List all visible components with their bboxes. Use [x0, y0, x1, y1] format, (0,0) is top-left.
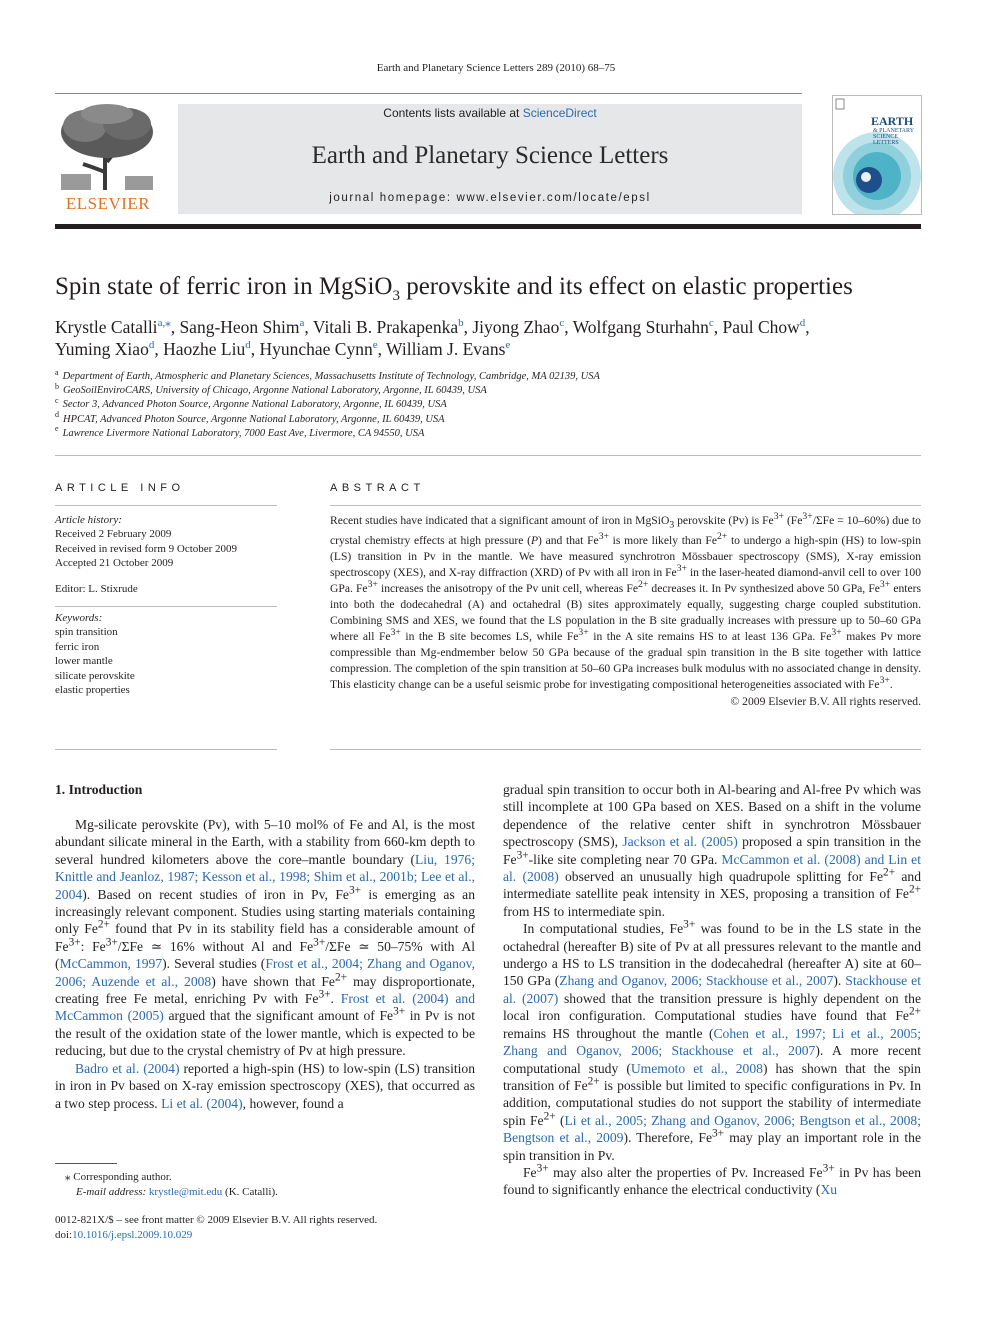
citation-link[interactable]: Liu, 1976; Knittle and Jeanloz, 1987; Kesson et al., 1998; Shim et al., 2001b; Lee et al., 2004 — [55, 851, 476, 902]
title-subscript: 3 — [392, 288, 400, 304]
email-line — [55, 1185, 475, 1200]
footnote — [55, 1170, 475, 1200]
author-affil-link[interactable]: c — [559, 317, 565, 330]
article-info-heading: ARTICLE INFO — [55, 482, 185, 494]
cover-title: EARTH — [871, 114, 914, 128]
author — [722, 317, 809, 337]
author — [472, 317, 572, 337]
keyword[interactable]: ferric iron — [55, 640, 100, 653]
affiliation-text: HPCAT, Advanced Photon Source, Argonne National Laboratory, Argonne, IL 60439, USA — [63, 413, 445, 425]
author-name: Krystle Catalli — [55, 317, 158, 337]
citation-link[interactable]: Jackson et al. (2005) — [622, 834, 738, 850]
citation-link[interactable]: Stackhouse et al. (2007) — [503, 973, 921, 1006]
journal-banner — [178, 104, 802, 214]
abstract-rule — [330, 505, 921, 506]
author-separator: , — [250, 339, 260, 359]
citation-link[interactable]: McCammon, 1997 — [59, 956, 163, 972]
publisher-wordmark: ELSEVIER — [65, 194, 151, 213]
journal-title: Earth and Planetary Science Letters — [311, 142, 669, 169]
body-column-left — [55, 816, 475, 1112]
keyword[interactable]: elastic properties — [55, 684, 130, 697]
header-thick-rule — [55, 224, 921, 229]
affiliation-key: d — [55, 410, 59, 420]
affiliation — [55, 381, 935, 398]
author-affil-link[interactable]: c — [708, 317, 714, 330]
author-separator: , — [170, 317, 180, 337]
section-heading: 1. Introduction — [55, 782, 143, 797]
citation-link[interactable]: Zhang and Oganov, 2006; Stackhouse et al., 2007 — [559, 973, 834, 989]
author-affil-link[interactable]: a,⁎ — [157, 317, 171, 330]
cover-subtitle: & PLANETARY SCIENCE LETTERS — [873, 128, 914, 146]
author — [573, 317, 723, 337]
affiliation-text: GeoSoilEnviroCARS, University of Chicago, Argonne National Laboratory, Argonne, IL 60439, USA — [63, 385, 487, 397]
citation-link[interactable]: Cohen et al., 1997; Li et al., 2005; Zhang and Oganov, 2006; Stackhouse et al., 2007 — [503, 1025, 922, 1059]
author-name: William J. Evans — [386, 339, 506, 359]
author-name: Haozhe Liu — [163, 339, 246, 359]
author-separator: , — [463, 317, 473, 337]
author — [313, 317, 472, 337]
author-affil-link[interactable]: e — [372, 339, 378, 352]
paragraph: Badro et al. (2004) reported a high-spin (HS) to low-spin (LS) transition in iron in Pv based on X-ray emission spectroscopy (XES), that occurred as a two step process. Li et al. (2004), however, found a — [55, 1060, 475, 1111]
affiliation — [55, 424, 935, 441]
author-separator: , — [377, 339, 387, 359]
citation-link[interactable]: Xu — [820, 1182, 838, 1198]
author-name: Yuming Xiao — [55, 339, 149, 359]
citation-link[interactable]: Badro et al. (2004) — [75, 1060, 180, 1076]
author — [163, 339, 259, 359]
doi-line — [55, 1228, 475, 1243]
citation-link[interactable]: Li et al. (2004) — [161, 1095, 243, 1111]
affiliation-text: Sector 3, Advanced Photon Source, Argonne National Laboratory, Argonne, IL 60439, USA — [62, 399, 447, 411]
abstract-heading: ABSTRACT — [330, 482, 425, 494]
keyword[interactable]: lower mantle — [55, 655, 113, 668]
editor: Editor: L. Stixrude — [55, 582, 138, 595]
asterisk-marker: ⁎ — [65, 1171, 74, 1183]
abstract-bottom-rule — [330, 749, 921, 750]
tree-icon — [55, 102, 161, 192]
author-name: Vitali B. Prakapenka — [312, 317, 459, 337]
author-name: Hyunchae Cynn — [259, 339, 373, 359]
author-separator: , — [154, 339, 164, 359]
author-affil-link[interactable]: d — [148, 339, 155, 352]
issn-line: 0012-821X/$ – see front matter © 2009 Elsevier B.V. All rights reserved. — [55, 1214, 378, 1226]
keywords-rule — [55, 606, 277, 607]
footnote-rule — [55, 1163, 117, 1164]
title-part-2: perovskite and its effect on elastic properties — [399, 273, 853, 300]
author — [179, 317, 312, 337]
author-separator: , — [304, 317, 313, 337]
issn-block — [55, 1213, 475, 1243]
article-title — [55, 273, 935, 305]
paragraph: gradual spin transition to occur both in Al-bearing and Al-free Pv which was still incomplete at 100 GPa based on XES. Based on a shift in the volume dependence of the relative center shift in synchrotron Mössbauer spectroscopy (SMS), Jackson et al. (2005) proposed a spin transition in the $Fe^{3+}$-like site completing near 70 GPa. McCammon et al. (2008) and Lin et al. (2008) observed an unusually high quadrupole splitting for $Fe^{2+}$ and intermediate satellite peak intensity in XES, proposing a transition of $Fe^{2+}$ from HS to intermediate spin. — [503, 782, 921, 919]
copyright-notice: © 2009 Elsevier B.V. All rights reserved. — [730, 695, 921, 709]
paragraph: In computational studies, $Fe^{3+}$ was found to be in the LS state in the octahedral (hereafter B) site of Pv at all pressures relevant to the mantle and undergo a HS to LS transition in the dodecahedral (hereafter A) site at 60–150 GPa (Zhang and Oganov, 2006; Stackhouse et al., 2007). Stackhouse et al. (2007) showed that the transition pressure is highly dependent on the local iron configuration. Computational studies have found that $Fe^{2+}$ remains HS throughout the mantle (Cohen et al., 1997; Li et al., 2005; Zhang and Oganov, 2006; Stackhouse et al., 2007). A more recent computational study (Umemoto et al., 2008) has shown that the spin transition of $Fe^{2+}$ is possible but limited to specific configurations in Pv. In addition, computational studies do not support the stability of intermediate spin $Fe^{2+}$ (Li et al., 2005; Zhang and Oganov, 2006; Bengtson et al., 2008; Bengtson et al., 2009). Therefore, $Fe^{3+}$ may play an important role in the spin transition in Pv. — [503, 918, 922, 1163]
doi-prefix: doi: — [55, 1229, 73, 1241]
email-label: E-mail address: — [76, 1186, 149, 1198]
affiliation — [55, 410, 935, 427]
affiliation-key: e — [55, 424, 59, 434]
author-affil-link[interactable]: d — [799, 317, 806, 330]
affiliation — [55, 367, 935, 384]
paragraph: $Fe^{3+}$ may also alter the properties of Pv. Increased $Fe^{3+}$ in Pv has been found to significantly enhance the electrical conductivity (Xu — [503, 1162, 921, 1198]
email-link[interactable]: krystle@mit.edu — [148, 1186, 223, 1198]
corresponding-author-note — [55, 1170, 475, 1185]
citation-link[interactable]: McCammon et al. (2008) and Lin et al. (2008) — [503, 851, 921, 885]
author-name: Wolfgang Sturhahn — [572, 317, 709, 337]
citation-link[interactable]: Frost et al., 2004; Zhang and Oganov, 2006; Auzende et al., 2008 — [55, 956, 475, 989]
contents-prefix: Contents lists available at — [383, 106, 523, 120]
title-part-1: Spin state of ferric iron in MgSiO — [55, 273, 393, 300]
journal-cover[interactable] — [832, 95, 922, 215]
article-info-bottom-rule — [55, 749, 277, 750]
corresponding-text: Corresponding author. — [73, 1171, 172, 1183]
sciencedirect-link[interactable]: ScienceDirect — [522, 106, 597, 120]
email-suffix: (K. Catalli). — [222, 1186, 278, 1198]
author-name: Paul Chow — [722, 317, 800, 337]
contents-line — [178, 106, 802, 120]
author-separator: , — [564, 317, 573, 337]
affiliation — [55, 395, 935, 412]
author-list — [55, 316, 935, 360]
author-affil-link[interactable]: d — [245, 339, 251, 352]
author-separator: , — [805, 317, 810, 337]
article-info-rule — [55, 505, 277, 506]
citation-link[interactable]: Frost et al. (2004) and McCammon (2005) — [55, 991, 476, 1024]
article-info — [55, 513, 277, 697]
section-divider — [55, 455, 921, 456]
author-affil-link[interactable]: a — [299, 317, 305, 330]
doi-link[interactable]: 10.1016/j.epsl.2009.10.029 — [72, 1229, 193, 1241]
author-name: Jiyong Zhao — [472, 317, 560, 337]
author-affil-link[interactable]: b — [458, 317, 464, 330]
paragraph: Mg-silicate perovskite (Pv), with 5–10 mol% of Fe and Al, is the most abundant silicate mineral in the Earth, with a stability from 660-km depth to several hundred kilometers above the core–mantle boundary (Liu, 1976; Knittle and Jeanloz, 1987; Kesson et al., 1998; Shim et al., 2001b; Lee et al., 2004). Based on recent studies of iron in Pv, $Fe^{3+}$ is emerging as an increasingly relevant component. Studies using starting materials containing only $Fe^{2+}$ found that Pv in its stability field has a considerable amount of $Fe^{3+}$: $Fe^{3+}$/ΣFe ≃ 16% without Al and $Fe^{3+}$/ΣFe ≃ 50–75% with Al (McCammon, 1997). Several studies (Frost et al., 2004; Zhang and Oganov, 2006; Auzende et al., 2008) have shown that $Fe^{2+}$ may disproportionate, creating free Fe metal, enriching Pv with $Fe^{3+}$. Frost et al. (2004) and McCammon (2005) argued that the significant amount of $Fe^{3+}$ in Pv is not the result of the oxidation state of the lower mantle, which is expected to be reducing, but due to the crystal chemistry of Pv at high pressure. — [55, 817, 476, 1059]
affiliation-text: Department of Earth, Atmospheric and Planetary Sciences, Massachusetts Institute of Technology, Cambridge, MA 02139, USA — [62, 371, 600, 382]
affiliation-key: b — [55, 381, 59, 391]
author — [259, 339, 386, 359]
author — [55, 339, 163, 359]
citation-link[interactable]: Umemoto et al., 2008 — [630, 1060, 763, 1076]
citation-link[interactable]: Li et al., 2005; Zhang and Oganov, 2006; Bengtson et al., 2008; Bengtson et al., 2009 — [503, 1112, 921, 1146]
affiliation-text: Lawrence Livermore National Laboratory, 7000 East Ave, Livermore, CA 94550, USA — [62, 427, 425, 439]
author — [386, 339, 510, 359]
body-column-right — [503, 781, 921, 1199]
header-divider — [55, 93, 802, 94]
keyword[interactable]: silicate perovskite — [55, 669, 135, 682]
journal-homepage[interactable]: journal homepage: www.elsevier.com/locate/epsl — [329, 192, 651, 204]
keywords-label: Keywords: — [55, 612, 103, 625]
author — [55, 317, 179, 337]
affiliation-key: a — [55, 367, 59, 377]
keyword[interactable]: spin transition — [55, 626, 118, 639]
author-name: Sang-Heon Shim — [179, 317, 300, 337]
revised-date: Received in revised form 9 October 2009 — [55, 542, 238, 555]
author-affil-link[interactable]: e — [505, 339, 511, 352]
accepted-date: Accepted 21 October 2009 — [55, 557, 174, 570]
elsevier-logo[interactable] — [55, 102, 161, 214]
abstract-text: Recent studies have indicated that a significant amount of iron in MgSiO$_3$ perovskite (Pv) is $Fe^{3+}$ ($Fe^{3+}$/ΣFe = 10–60%) due to crystal chemistry effects at high pressure (P) and that $Fe^{3+}$ is more likely than $Fe^{2+}$ to undergo a high-spin (HS) to low-spin (LS) transition in Pv in the mantle. We have measured synchrotron Mössbauer spectroscopy (SMS), X-ray emission spectroscopy (XES), and X-ray diffraction (XRD) of Pv with all iron in $Fe^{3+}$ in the laser-heated diamond-anvil cell to over 100 GPa. $Fe^{3+}$ increases the anisotropy of the Pv unit cell, whereas $Fe^{2+}$ decreases it. In Pv synthesized above 50 GPa, $Fe^{3+}$ enters into both the dodecahedral (A) and octahedral (B) sites approximately equally, suggesting charge coupled substitution. Combining SMS and XES, we found that the LS population in the B site gradually increases with pressure up to 50–60 GPa where all $Fe^{3+}$ in the B site becomes LS, while $Fe^{3+}$ in the A site remains HS to at least 136 GPa. $Fe^{3+}$ makes Pv more compressible than Mg-endmember below 50 GPa because of the gradual spin transition in the B site together with lattice compression. The completion of the spin transition at 50–60 GPa increases bulk modulus with no associated change in density. This elasticity change can be a useful seismic probe for investigating compositional heterogeneities associated with $Fe^{3+}$. © 2009 Elsevier B.V. All rights reserved. — [330, 511, 922, 709]
received-date: Received 2 February 2009 — [55, 528, 172, 541]
history-label: Article history: — [55, 514, 122, 526]
affiliation-key: c — [55, 395, 59, 405]
author-separator: , — [713, 317, 723, 337]
affiliation-list — [55, 367, 935, 441]
journal-reference: Earth and Planetary Science Letters 289 (2010) 68–75 — [376, 62, 616, 74]
